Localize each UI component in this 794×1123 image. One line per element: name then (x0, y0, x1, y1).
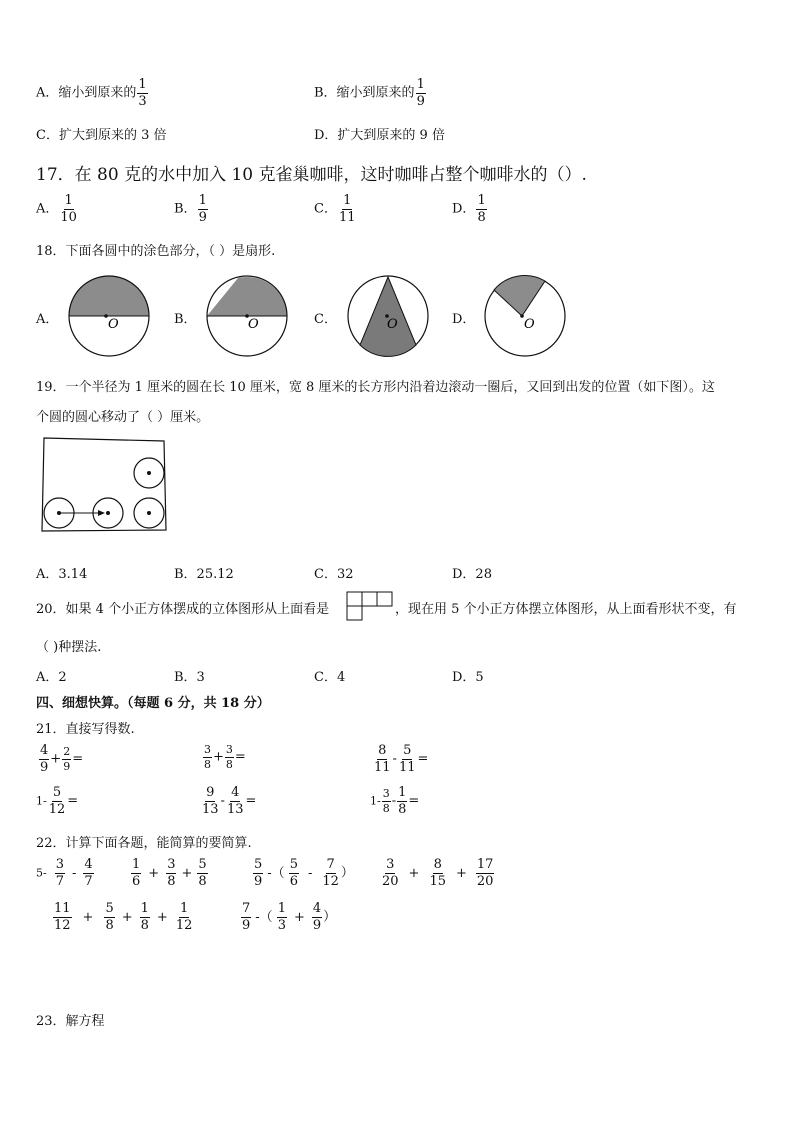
q19-option-c: C．32 (314, 567, 354, 582)
q19-stem-line1: 19．一个半径为 1 厘米的圆在长 10 厘米，宽 8 厘米的长方形内沿着边滚动一圈后，又回到出发的位置（如下图）。这 (36, 380, 715, 395)
q22-expr-3: $\frac{5}{9}$ -（ $\frac{5}{6}$ - $\frac{7}{12}$ ） (254, 857, 354, 889)
q18-circle-b (204, 274, 290, 360)
q20-option-c: C．4 (314, 670, 346, 685)
q18-a-center-label: O (108, 317, 119, 332)
q21-expr-2: $\frac{3}{8}$ + $\frac{3}{8}$ = (204, 743, 246, 771)
q16-option-b (314, 78, 427, 108)
q16-b-prefix: B．缩小到原来的 (314, 85, 415, 101)
q16-option-a (36, 78, 149, 108)
q20-stem-line2: （ )种摆法. (36, 640, 102, 655)
q21-expr-3: $\frac{8}{11}$ - $\frac{5}{11}$ = (374, 743, 429, 775)
q22-expr-2: $\frac{1}{6}$ + $\frac{3}{8}$ + $\frac{5}{8}$ (132, 857, 207, 889)
q18-circle-a (66, 274, 152, 360)
q17-option-a: A． $\frac{1}{10}$ (36, 193, 77, 225)
q21-expr-4: 1- $\frac{5}{12}$ = (36, 785, 79, 817)
q20-stem-b: ，现在用 5 个小正方体摆立体图形，从上面看形状不变，有 (395, 602, 737, 617)
q20-stem-a: 20．如果 4 个小正方体摆成的立体图形从上面看是 (36, 602, 330, 617)
q17-option-b: B． $\frac{1}{9}$ (174, 193, 207, 225)
q19-option-b: B．25.12 (174, 567, 234, 582)
q22-expr-6: $\frac{7}{9}$ -（ $\frac{1}{3}$ + $\frac{4}{9}$ ） (242, 901, 337, 933)
q16-option-c: C．扩大到原来的 3 倍 (36, 128, 167, 143)
q21-stem: 21．直接写得数. (36, 722, 135, 737)
q18-b-center-label: O (248, 317, 259, 332)
q19-rectangle-figure (38, 436, 170, 534)
q17-option-c: C． $\frac{1}{11}$ (314, 193, 356, 225)
q18-label-d: D． (452, 312, 476, 327)
q19-option-d: D．28 (452, 567, 492, 582)
q18-stem: 18．下面各圆中的涂色部分，（ ）是扇形. (36, 244, 276, 259)
q23-stem: 23．解方程 (36, 1014, 105, 1029)
q20-option-a: A．2 (36, 670, 67, 685)
q22-stem: 22．计算下面各题，能简算的要简算. (36, 836, 252, 851)
q18-c-center-label: O (387, 317, 398, 332)
q16-b-fraction: $\frac{1}{9}$ (416, 77, 425, 109)
q18-d-center-label: O (524, 317, 535, 332)
q17-stem: 17．在 80 克的水中加入 10 克雀巢咖啡，这时咖啡占整个咖啡水的（）. (36, 165, 587, 185)
q22-expr-1: 5- $\frac{3}{7}$ - $\frac{4}{7}$ (36, 857, 93, 889)
q18-label-b: B． (174, 312, 197, 327)
q22-expr-4: $\frac{3}{20}$ + $\frac{8}{15}$ + $\frac{17}{20}$ (382, 857, 494, 889)
q17-d-fraction: $\frac{1}{8}$ (477, 193, 486, 225)
q17-a-fraction: $\frac{1}{10}$ (60, 193, 77, 225)
q17-c-fraction: $\frac{1}{11}$ (338, 193, 356, 225)
q17-option-d: D． $\frac{1}{8}$ (452, 193, 486, 225)
q20-top-view-figure (345, 590, 395, 622)
q20-option-d: D．5 (452, 670, 484, 685)
q20-option-b: B．3 (174, 670, 205, 685)
q18-label-c: C． (314, 312, 337, 327)
q16-option-d: D．扩大到原来的 9 倍 (314, 128, 445, 143)
q21-expr-6: 1- $\frac{3}{8}$ - $\frac{1}{8}$ = (370, 785, 420, 817)
q18-circle-d (482, 274, 568, 360)
q18-label-a: A． (36, 312, 59, 327)
q22-expr-5: $\frac{11}{12}$ + $\frac{5}{8}$ + $\frac{1}{8}$ + $\frac{1}{12}$ (54, 901, 193, 933)
section4-title: 四、细想快算。（每题 6 分，共 18 分） (36, 696, 270, 711)
q16-a-fraction: $\frac{1}{3}$ (138, 77, 147, 109)
q19-option-a: A．3.14 (36, 567, 88, 582)
q18-circle-c (345, 274, 431, 360)
q21-expr-1: $\frac{4}{9}$ + $\frac{2}{9}$ = (40, 743, 84, 775)
q17-b-fraction: $\frac{1}{9}$ (198, 193, 207, 225)
q16-a-prefix: A．缩小到原来的 (36, 85, 137, 101)
q21-expr-5: $\frac{9}{13}$ - $\frac{4}{13}$ = (202, 785, 257, 817)
q19-stem-line2: 个圆的圆心移动了（ ）厘米。 (36, 410, 210, 425)
